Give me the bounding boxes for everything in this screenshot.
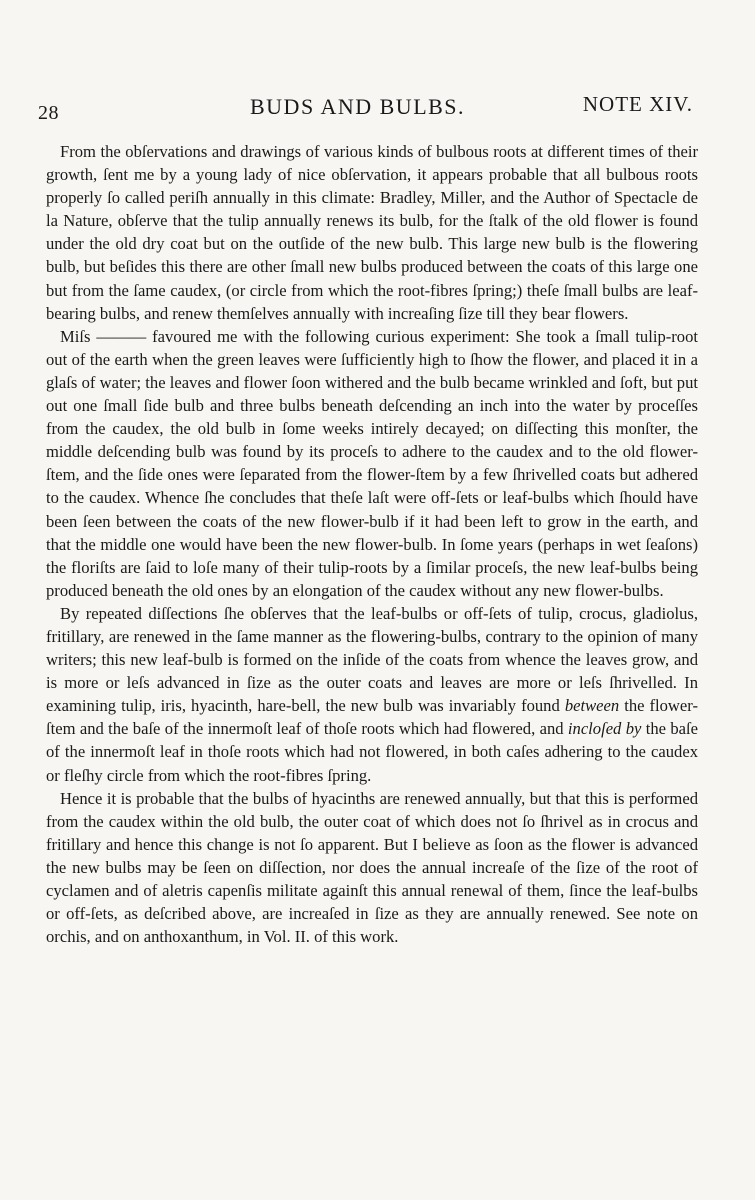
paragraph: Miſs ——— favoured me with the following curious experiment: She took a ſmall tulip-root out of the earth when the green leaves were ſufficiently high to ſhow the flower, and placed it in a glaſs of water; the leaves and flower ſoon withered and the bulb became wrinkled and ſoft, but put out one ſmall ſide bulb and three bulbs beneath deſcending an inch into the water by proceſſes from the caudex, the old bulb in ſome weeks intirely decayed; on diſſecting this monſter, the middle deſcending bulb was found by its proceſs to adhere to the caudex and to the old flower-ſtem, and the ſide ones were ſeparated from the flower-ſtem by a few ſhrivelled coats but adhered to the caudex. Whence ſhe concludes that theſe laſt were off-ſets or leaf-bulbs which ſhould have been ſeen between the coats of the new flower-bulb if it had been left to grow in the earth, and that the middle one would have been the new flower-bulb. In ſome years (perhaps in wet ſeaſons) the floriſts are ſaid to loſe many of their tulip-roots by a ſimilar proceſs, the new leaf-bulbs being produced beneath the old ones by an elongation of the caudex without any new flower-bulbs. (46, 326, 698, 600)
running-title: BUDS AND BULBS. (250, 94, 466, 119)
italic-text: incloſed by (567, 719, 642, 739)
text-span: the baſe of the innermoſt leaf in thoſe roots which had not flowered, in both caſes adhering to the caudex or fleſhy circle from which the root-fibres ſpring. (46, 719, 698, 785)
note-label: NOTE XIV. (582, 92, 693, 116)
paragraph (46, 602, 698, 787)
body-text (46, 140, 698, 948)
page-number: 28 (38, 102, 59, 124)
italic-text: between (564, 696, 620, 716)
text-span: By repeated diſſections ſhe obſerves that the leaf-bulbs or off-ſets of tulip, crocus, gladiolus, fritillary, are renewed in the ſame manner as the flowering-bulbs, contrary to the opinion of many writers; this new leaf-bulb is formed on the inſide of the coats from whence the leaves grow, and is more or leſs advanced in ſize as the outer coats and leaves are more or leſs ſhrivelled. In examining tulip, iris, hyacinth, hare-bell, the new bulb was invariably found (46, 603, 698, 716)
paragraph: Hence it is probable that the bulbs of hyacinths are renewed annually, but that this is performed from the caudex within the old bulb, the outer coat of which does not ſo ſhrivel as in crocus and fritillary and hence this change is not ſo apparent. But I believe as ſoon as the flower is advanced the new bulbs may be ſeen on diſſection, nor does the annual increaſe of the ſize of the root of cyclamen and of aletris capenſis militate againſt this annual renewal of them, ſince the leaf-bulbs or off-ſets, as deſcribed above, are increaſed in ſize as they are annually renewed. See note on orchis, and on anthoxanthum, in Vol. II. of this work. (46, 788, 698, 947)
text-span: the flower-ſtem and the baſe of the innermoſt leaf of thoſe roots which had flowered, and (46, 696, 699, 739)
paragraph: From the obſervations and drawings of various kinds of bulbous roots at different times of their growth, ſent me by a young lady of nice obſervation, it appears probable that all bulbous roots properly ſo called periſh annually in this climate: Bradley, Miller, and the Author of Spectacle de la Nature, obſerve that the tulip annually renews its bulb, for the ſtalk of the old flower is found under the old dry coat but on the outſide of the new bulb. This large new bulb is the flowering bulb, but beſides this there are other ſmall new bulbs produced between the coats of this large one but from the ſame caudex, (or circle from which the root-fibres ſpring;) theſe ſmall bulbs are leaf-bearing bulbs, and renew themſelves annually with increaſing ſize till they bear flowers. (46, 142, 698, 323)
page-header (38, 92, 693, 124)
